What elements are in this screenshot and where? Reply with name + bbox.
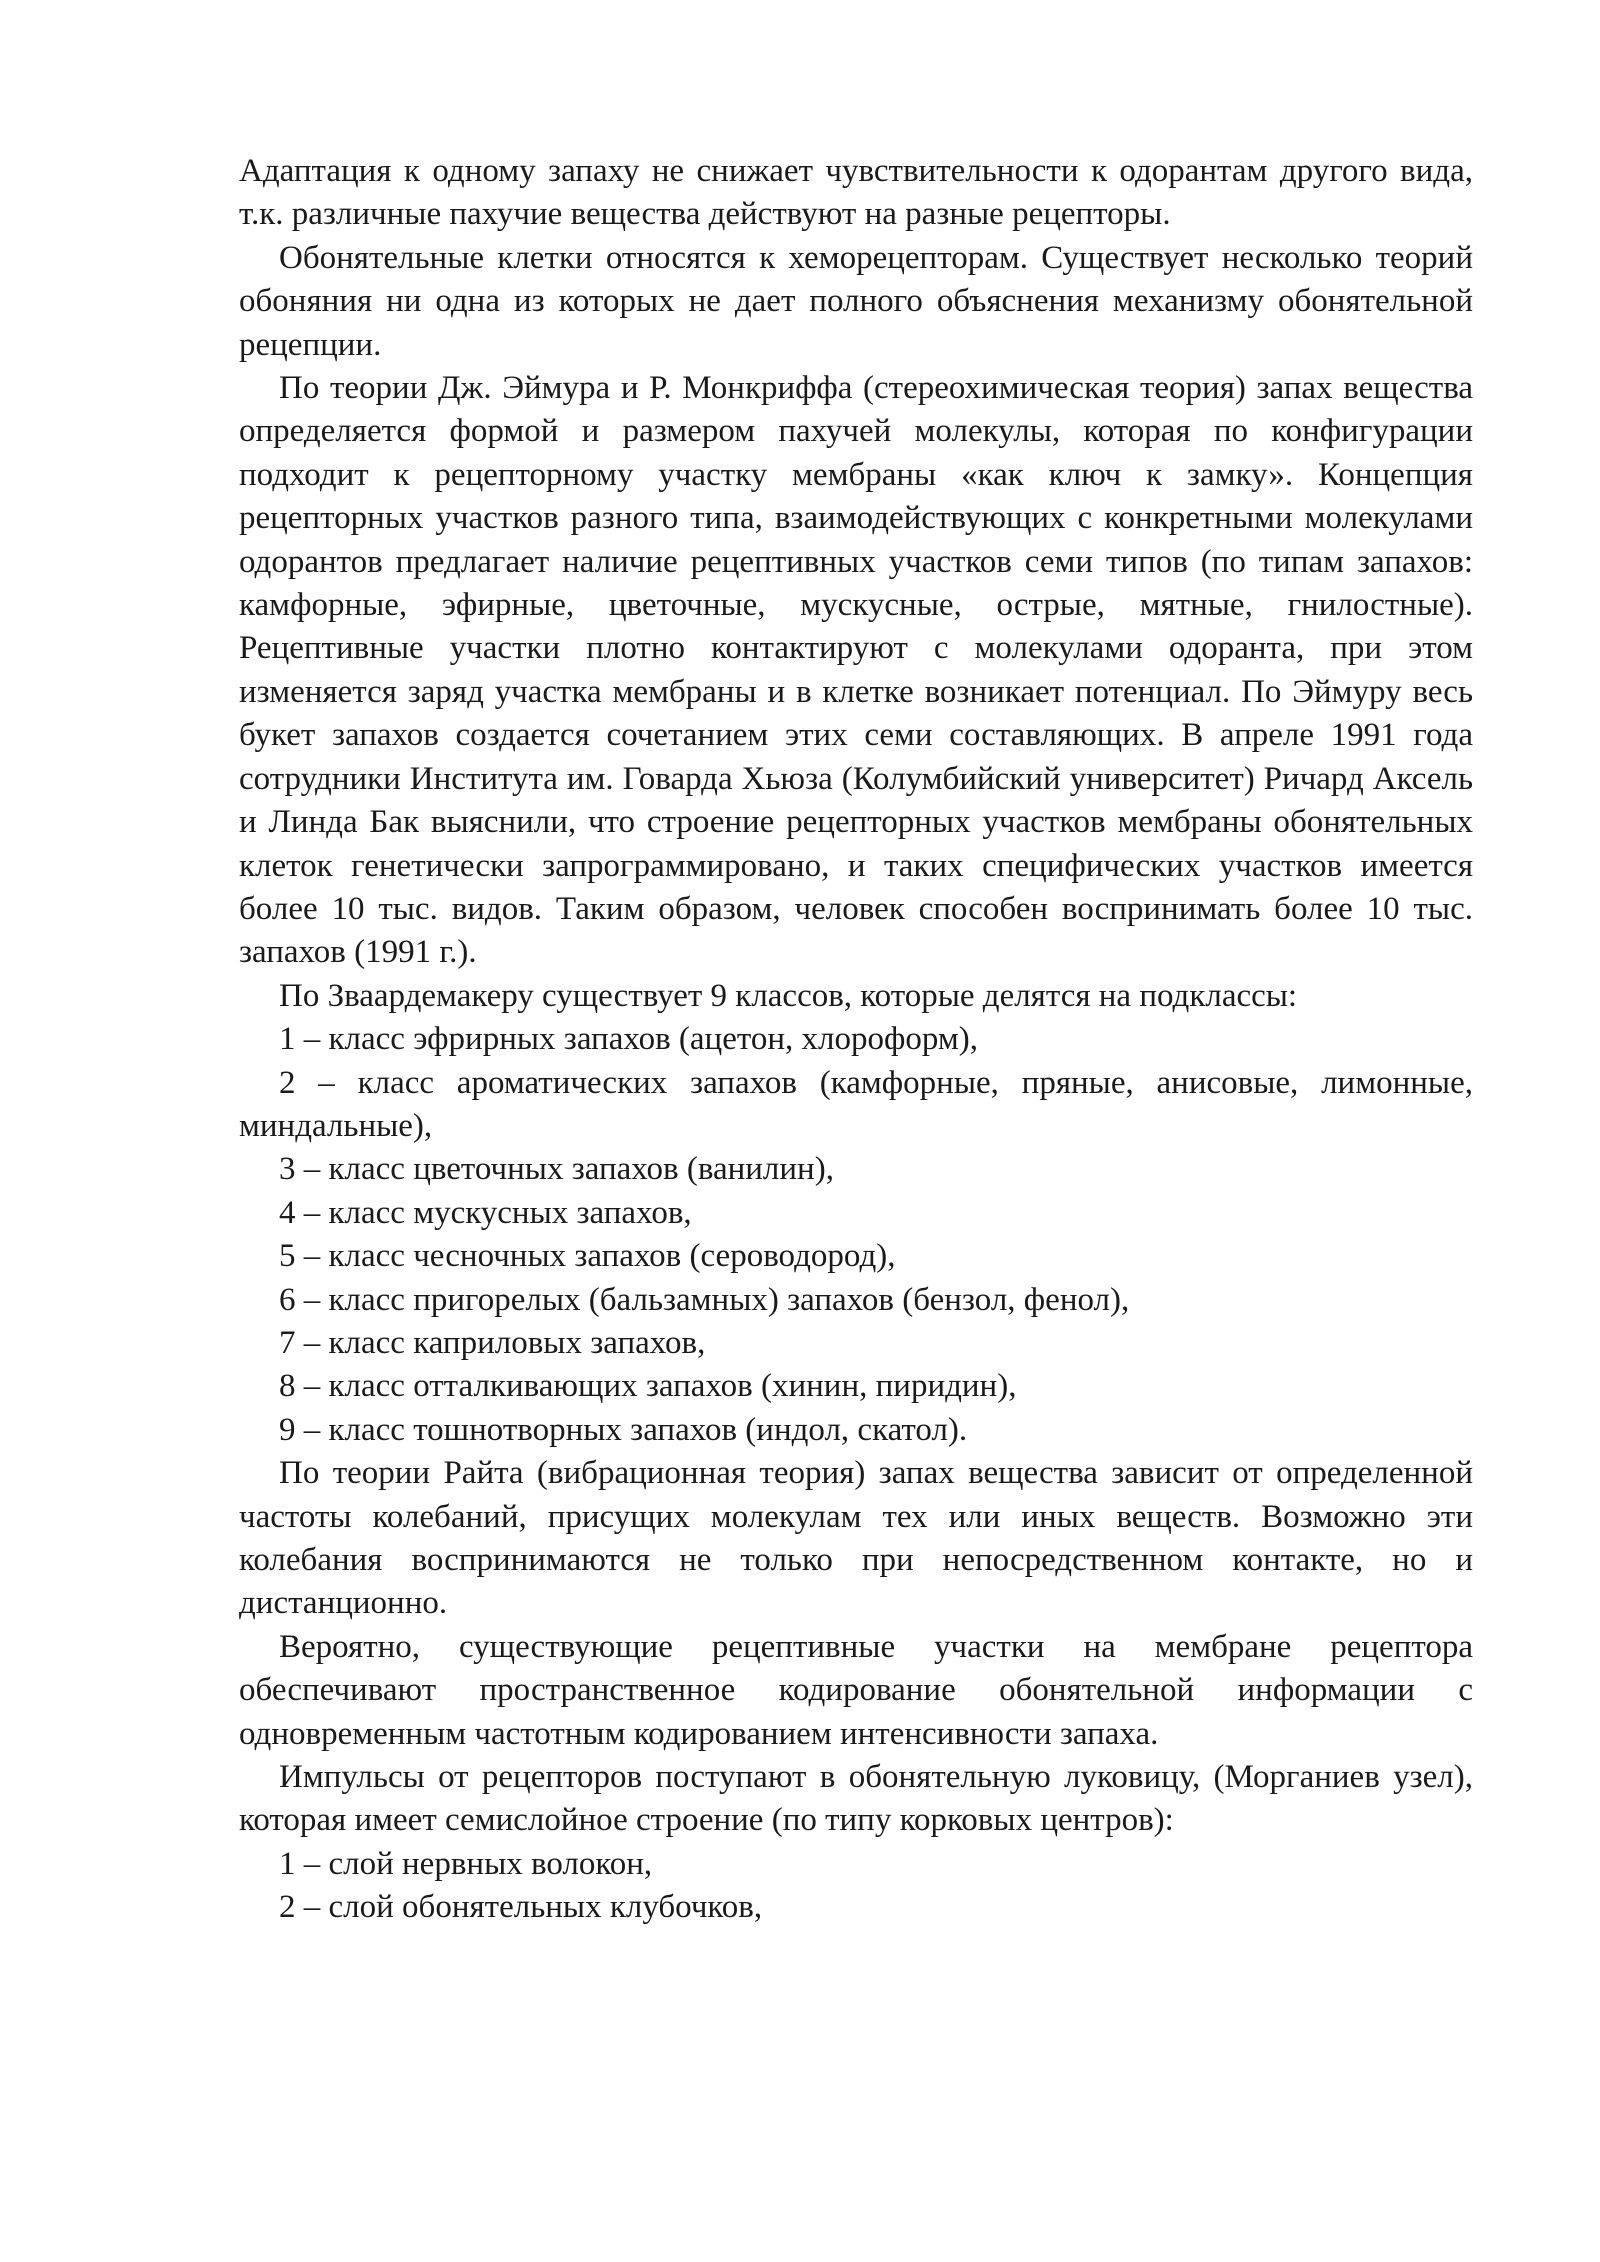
list-item-class-8: 8 – класс отталкивающих запахов (хинин, пиридин),: [279, 1368, 1017, 1405]
paragraph-stereochemical-theory: По теории Дж. Эймура и Р. Монкриффа (стереохимическая теория) запах вещества определяется формой и размером пахучей молекулы, которая по конфигурации подходит к рецепторному участку мембраны «как ключ к замку». Концепция рецепторных участков разного типа, взаимодействующих с конкретными молекулами одорантов предлагает наличие рецептивных участков семи типов (по типам запахов: камфорные, эфирные, цветочные, мускусные, острые, мятные, гнилостные). Рецептивные участки плотно контактируют с молекулами одоранта, при этом изменяется заряд участка мембраны и в клетке возникает потенциал. По Эймуру весь букет запахов создается сочетанием этих семи составляющих. В апреле 1991 года сотрудники Института им. Говарда Хьюза (Колумбийский университет) Ричард Аксель и Линда Бак выяснили, что строение рецепторных участков мембраны обонятельных клеток генетически запрограммировано, и таких специфических участков имеется более 10 тыс. видов. Таким образом, человек способен воспринимать более 10 тыс. запахов (1991 г.).: [239, 370, 1473, 971]
list-item-class-4: 4 – класс мускусных запахов,: [279, 1194, 692, 1231]
paragraph-spatial-coding: Вероятно, существующие рецептивные участки на мембране рецептора обеспечивают пространственное кодирование обонятельной информации с одновременным частотным кодированием интенсивности запаха.: [239, 1628, 1473, 1752]
list-item-class-6: 6 – класс пригорелых (бальзамных) запахов (бензол, фенол),: [279, 1281, 1130, 1318]
list-item-class-9: 9 – класс тошнотворных запахов (индол, скатол).: [279, 1411, 968, 1448]
list-item-class-7: 7 – класс каприловых запахов,: [279, 1324, 706, 1361]
list-item-class-1: 1 – класс эфрирных запахов (ацетон, хлороформ),: [279, 1021, 978, 1058]
list-item-class-2: 2 – класс ароматических запахов (камфорные, пряные, анисовые, лимонные, миндальные),: [239, 1064, 1473, 1144]
document-page: [239, 150, 1473, 1930]
paragraph-olfactory-bulb: Импульсы от рецепторов поступают в обонятельную луковицу, (Морганиев узел), которая имеет семислойное строение (по типу корковых центров):: [239, 1759, 1473, 1839]
paragraph-zwaardemaker-intro: По Зваардемакеру существует 9 классов, которые делятся на подклассы:: [279, 977, 1298, 1014]
paragraph-vibration-theory: По теории Райта (вибрационная теория) запах вещества зависит от определенной частоты колебаний, присущих молекулам тех или иных веществ. Возможно эти колебания воспринимаются не только при непосредственном контакте, но и дистанционно.: [239, 1455, 1473, 1622]
list-item-class-5: 5 – класс чесночных запахов (сероводород),: [279, 1238, 896, 1275]
paragraph-chemoreceptors: Обонятельные клетки относятся к хеморецепторам. Существует несколько теорий обоняния ни одна из которых не дает полного объяснения механизму обонятельной рецепции.: [239, 239, 1473, 363]
list-item-layer-1: 1 – слой нервных волокон,: [279, 1845, 653, 1882]
list-item-class-3: 3 – класс цветочных запахов (ванилин),: [279, 1151, 834, 1188]
list-item-layer-2: 2 – слой обонятельных клубочков,: [279, 1889, 763, 1926]
paragraph-adaptation: Адаптация к одному запаху не снижает чувствительности к одорантам другого вида, т.к. различные пахучие вещества действуют на разные рецепторы.: [239, 153, 1473, 233]
